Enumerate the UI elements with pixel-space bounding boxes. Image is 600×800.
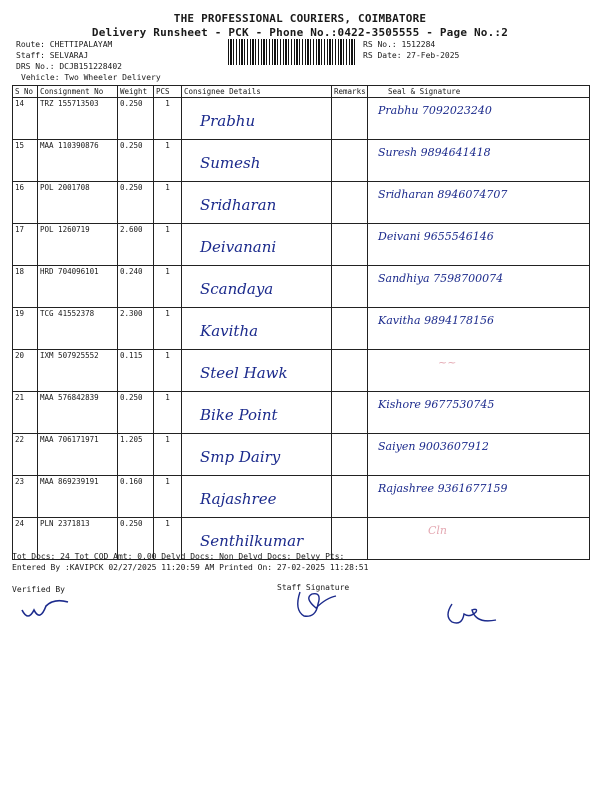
consignee-handwriting: Sumesh xyxy=(200,154,261,172)
route-label: Route: CHETTIPALAYAM xyxy=(16,40,113,49)
col-header-sno: S No xyxy=(13,86,38,98)
remarks-cell xyxy=(332,308,368,350)
sno-cell: 19 xyxy=(13,308,38,350)
consignee-cell xyxy=(182,476,332,518)
weight-cell: 0.250 xyxy=(118,392,154,434)
company-title: THE PROFESSIONAL COURIERS, COIMBATORE xyxy=(173,12,427,25)
consignee-cell xyxy=(182,308,332,350)
table-row xyxy=(13,434,590,476)
remarks-cell xyxy=(332,266,368,308)
col-header-consignee: Consignee Details xyxy=(182,86,332,98)
pcs-cell: 1 xyxy=(154,182,182,224)
receiver-signature-mark xyxy=(442,598,502,628)
signature-cell xyxy=(368,350,590,392)
pcs-cell: 1 xyxy=(154,392,182,434)
totals-line: Tot Docs: 24 Tot COD Amt: 0.00 Delvd Docs: Non Delvd Docs: Delvy Pts: xyxy=(12,552,345,561)
consignee-cell xyxy=(182,434,332,476)
consignment-cell: TRZ 155713503 xyxy=(38,98,118,140)
signature-cell xyxy=(368,140,590,182)
consignee-handwriting: Smp Dairy xyxy=(200,448,281,466)
signature-handwriting: Kavitha 9894178156 xyxy=(378,314,495,327)
consignment-cell: POL 1260719 xyxy=(38,224,118,266)
table-row xyxy=(13,98,590,140)
signature-cell xyxy=(368,182,590,224)
signature-handwriting: Saiyen 9003607912 xyxy=(378,440,489,453)
pcs-cell: 1 xyxy=(154,434,182,476)
sno-cell: 16 xyxy=(13,182,38,224)
col-header-consignment: Consignment No xyxy=(38,86,118,98)
drs-label: DRS No.: DCJB151228402 xyxy=(16,62,122,71)
rs-number: RS No.: 1512284 xyxy=(363,40,436,49)
staff-signature-label: Staff Signature xyxy=(277,583,350,592)
table-row xyxy=(13,476,590,518)
consignee-handwriting: Deivanani xyxy=(200,238,277,256)
remarks-cell xyxy=(332,182,368,224)
consignee-handwriting: Steel Hawk xyxy=(200,364,288,382)
table-row xyxy=(13,140,590,182)
signature-cell xyxy=(368,518,590,560)
weight-cell: 0.250 xyxy=(118,140,154,182)
signature-handwriting: Sridharan 8946074707 xyxy=(378,188,508,201)
consignment-cell: MAA 869239191 xyxy=(38,476,118,518)
weight-cell: 2.600 xyxy=(118,224,154,266)
pcs-cell: 1 xyxy=(154,266,182,308)
signature-cell xyxy=(368,98,590,140)
consignee-handwriting: Rajashree xyxy=(200,490,277,508)
staff-label: Staff: SELVARAJ xyxy=(16,51,89,60)
consignee-cell xyxy=(182,98,332,140)
pcs-cell: 1 xyxy=(154,140,182,182)
table-header-row xyxy=(13,86,590,98)
consignment-cell: MAA 110390876 xyxy=(38,140,118,182)
consignee-cell xyxy=(182,182,332,224)
pcs-cell: 1 xyxy=(154,518,182,560)
consignee-handwriting: Senthilkumar xyxy=(200,532,304,550)
remarks-cell xyxy=(332,98,368,140)
signature-handwriting: Sandhiya 7598700074 xyxy=(378,272,504,285)
col-header-weight: Weight xyxy=(118,86,154,98)
table-row xyxy=(13,224,590,266)
weight-cell: 1.205 xyxy=(118,434,154,476)
staff-signature-mark xyxy=(292,586,342,622)
table-row xyxy=(13,392,590,434)
sno-cell: 17 xyxy=(13,224,38,266)
weight-cell: 2.300 xyxy=(118,308,154,350)
signature-cell xyxy=(368,476,590,518)
weight-cell: 0.160 xyxy=(118,476,154,518)
sno-cell: 23 xyxy=(13,476,38,518)
sno-cell: 15 xyxy=(13,140,38,182)
table-row xyxy=(13,182,590,224)
signature-handwriting: Rajashree 9361677159 xyxy=(378,482,508,495)
pcs-cell: 1 xyxy=(154,350,182,392)
runsheet-table xyxy=(12,85,590,560)
signature-handwriting: Kishore 9677530745 xyxy=(378,398,495,411)
table-row xyxy=(13,308,590,350)
consignment-cell: IXM 507925552 xyxy=(38,350,118,392)
consignment-cell: MAA 576842839 xyxy=(38,392,118,434)
consignee-handwriting: Kavitha xyxy=(200,322,259,340)
remarks-cell xyxy=(332,434,368,476)
consignee-cell xyxy=(182,266,332,308)
verified-by-label: Verified By xyxy=(12,585,65,594)
vehicle-label: Vehicle: Two Wheeler Delivery xyxy=(21,73,161,82)
weight-cell: 0.240 xyxy=(118,266,154,308)
remarks-cell xyxy=(332,392,368,434)
sno-cell: 22 xyxy=(13,434,38,476)
consignee-cell xyxy=(182,392,332,434)
signature-cell xyxy=(368,266,590,308)
sno-cell: 14 xyxy=(13,98,38,140)
signature-handwriting: Cln xyxy=(428,524,448,537)
signature-cell xyxy=(368,434,590,476)
weight-cell: 0.250 xyxy=(118,518,154,560)
consignee-handwriting: Prabhu xyxy=(200,112,256,130)
rs-date: RS Date: 27-Feb-2025 xyxy=(363,51,460,60)
consignee-handwriting: Bike Point xyxy=(200,406,278,424)
consignment-cell: PLN 2371813 xyxy=(38,518,118,560)
weight-cell: 0.250 xyxy=(118,182,154,224)
consignment-cell: MAA 706171971 xyxy=(38,434,118,476)
col-header-signature: Seal & Signature xyxy=(368,86,590,98)
barcode-image xyxy=(228,39,356,65)
table-row xyxy=(13,350,590,392)
sno-cell: 20 xyxy=(13,350,38,392)
consignee-handwriting: Scandaya xyxy=(200,280,274,298)
verifier-signature-mark xyxy=(18,596,78,626)
signature-handwriting: Suresh 9894641418 xyxy=(378,146,491,159)
sno-cell: 21 xyxy=(13,392,38,434)
remarks-cell xyxy=(332,140,368,182)
weight-cell: 0.115 xyxy=(118,350,154,392)
pcs-cell: 1 xyxy=(154,476,182,518)
runsheet-subtitle: Delivery Runsheet - PCK - Phone No.:0422-3505555 - Page No.:2 xyxy=(91,26,509,39)
consignee-cell xyxy=(182,140,332,182)
sno-cell: 18 xyxy=(13,266,38,308)
pcs-cell: 1 xyxy=(154,224,182,266)
signature-cell xyxy=(368,392,590,434)
remarks-cell xyxy=(332,224,368,266)
pcs-cell: 1 xyxy=(154,308,182,350)
consignment-cell: POL 2001708 xyxy=(38,182,118,224)
entered-by-line: Entered By :KAVIPCK 02/27/2025 11:20:59 AM Printed On: 27-02-2025 11:28:51 xyxy=(12,563,369,572)
consignment-cell: HRD 704096101 xyxy=(38,266,118,308)
signature-handwriting: ~~ xyxy=(438,356,457,369)
consignment-cell: TCG 41552378 xyxy=(38,308,118,350)
consignee-cell xyxy=(182,350,332,392)
signature-handwriting: Deivani 9655546146 xyxy=(378,230,494,243)
weight-cell: 0.250 xyxy=(118,98,154,140)
remarks-cell xyxy=(332,350,368,392)
col-header-remarks: Remarks xyxy=(332,86,368,98)
sno-cell: 24 xyxy=(13,518,38,560)
remarks-cell xyxy=(332,476,368,518)
col-header-pcs: PCS xyxy=(154,86,182,98)
pcs-cell: 1 xyxy=(154,98,182,140)
consignee-handwriting: Sridharan xyxy=(200,196,277,214)
signature-cell xyxy=(368,224,590,266)
signature-handwriting: Prabhu 7092023240 xyxy=(378,104,492,117)
table-row xyxy=(13,266,590,308)
signature-cell xyxy=(368,308,590,350)
consignee-cell xyxy=(182,224,332,266)
